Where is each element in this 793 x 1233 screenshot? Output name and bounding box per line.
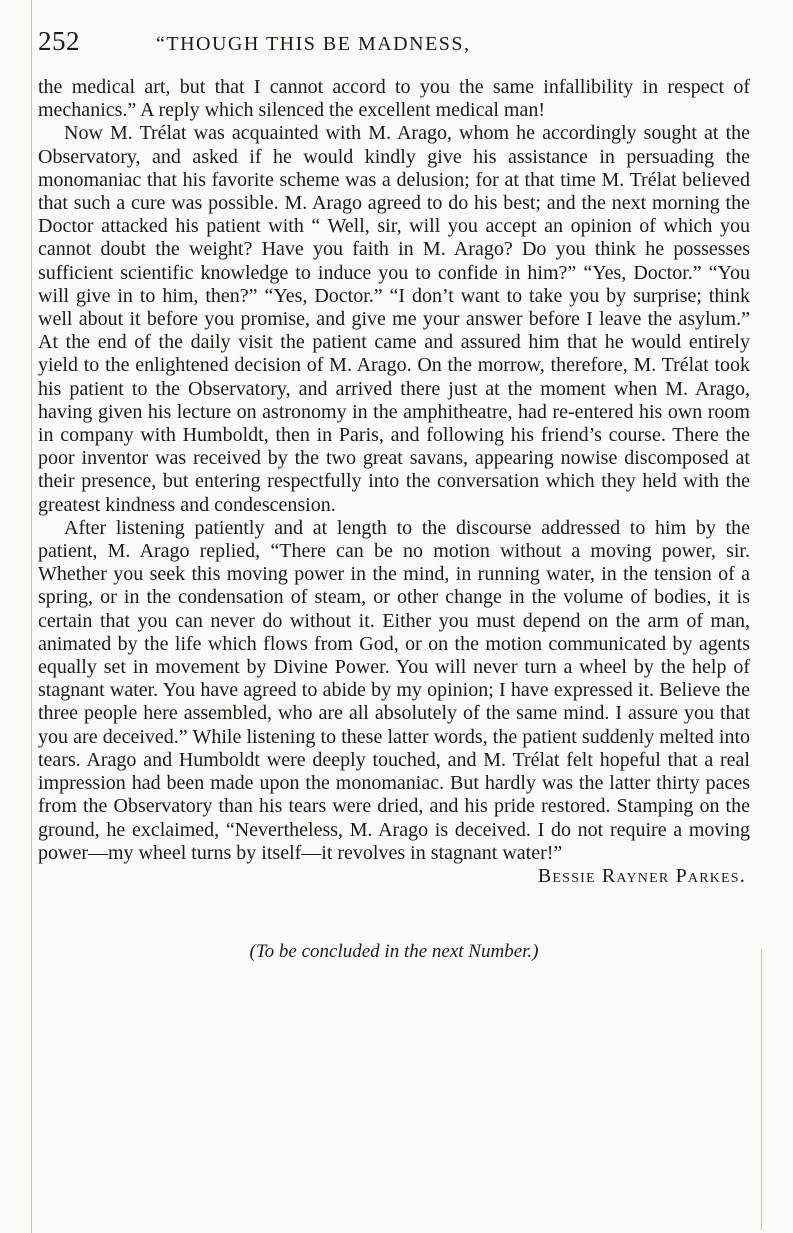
page	[38, 26, 750, 963]
running-title: “THOUGH THIS BE MADNESS,	[156, 33, 471, 55]
paragraph-2: Now M. Trélat was acquainted with M. Arago, whom he accordingly sought at the Observatory, and asked if he would kindly give his assistance in persuading the monomaniac that his favorite scheme was a delusion; for at that time M. Trélat believed that such a cure was possible. M. Arago agreed to do his best; and the next morning the Doctor attacked his patient with “ Well, sir, will you accept an opinion of which you cannot doubt the weight? Have you faith in M. Arago? Do you think he possesses sufficient scientific knowledge to induce you to confide in him?” “Yes, Doctor.” “You will give in to him, then?” “Yes, Doctor.” “I don’t want to take you by surprise; think well about it before you promise, and give me your answer before I leave the asylum.” At the end of the daily visit the patient came and assured him that he would entirely yield to the enlightened decision of M. Arago. On the morrow, therefore, M. Trélat took his patient to the Observatory, and arrived there just at the moment when M. Arago, having given his lecture on astronomy in the amphitheatre, had re-entered his own room in company with Humboldt, then in Paris, and following his friend’s course. There the poor inventor was received by the two great savans, appearing nowise discomposed at their presence, but entering respectfully into the conversation which they held with the greatest kindness and condescension.	[38, 122, 750, 516]
page-edge-rule-left	[31, 0, 32, 1233]
signature-line	[38, 865, 750, 935]
article-body	[38, 76, 750, 935]
paragraph-1: the medical art, but that I cannot accord to you the same infallibility in respect of mechanics.” A reply which silenced the excellent medical man!	[38, 76, 750, 122]
author-signature: Bessie Rayner Parkes.	[537, 864, 746, 887]
page-number: 252	[38, 26, 80, 56]
continuation-note: (To be concluded in the next Number.)	[249, 940, 539, 962]
page-edge-rule-right	[761, 950, 762, 1230]
running-header	[38, 26, 750, 66]
paragraph-3: After listening patiently and at length to the discourse addressed to him by the patient, M. Arago replied, “There can be no motion without a moving power, sir. Whether you seek this moving power in the mind, in running water, in the tension of a spring, or in the condensation of steam, or other change in the volume of bodies, it is certain that you can never do without it. Either you must depend on the arm of man, animated by the life which flows from God, or on the motion communicated by agents equally set in movement by Divine Power. You will never turn a wheel by the help of stagnant water. You have agreed to abide by my opinion; I have expressed it. Believe the three people here assembled, who are all absolutely of the same mind. I assure you that you are deceived.” While listening to these latter words, the patient suddenly melted into tears. Arago and Humboldt were deeply touched, and M. Trélat felt hopeful that a real impression had been made upon the monomaniac. But hardly was the latter thirty paces from the Observatory than his tears were dried, and his pride restored. Stamping on the ground, he exclaimed, “Nevertheless, M. Arago is deceived. I do not require a moving power—my wheel turns by itself—it revolves in stagnant water!”	[38, 516, 750, 864]
